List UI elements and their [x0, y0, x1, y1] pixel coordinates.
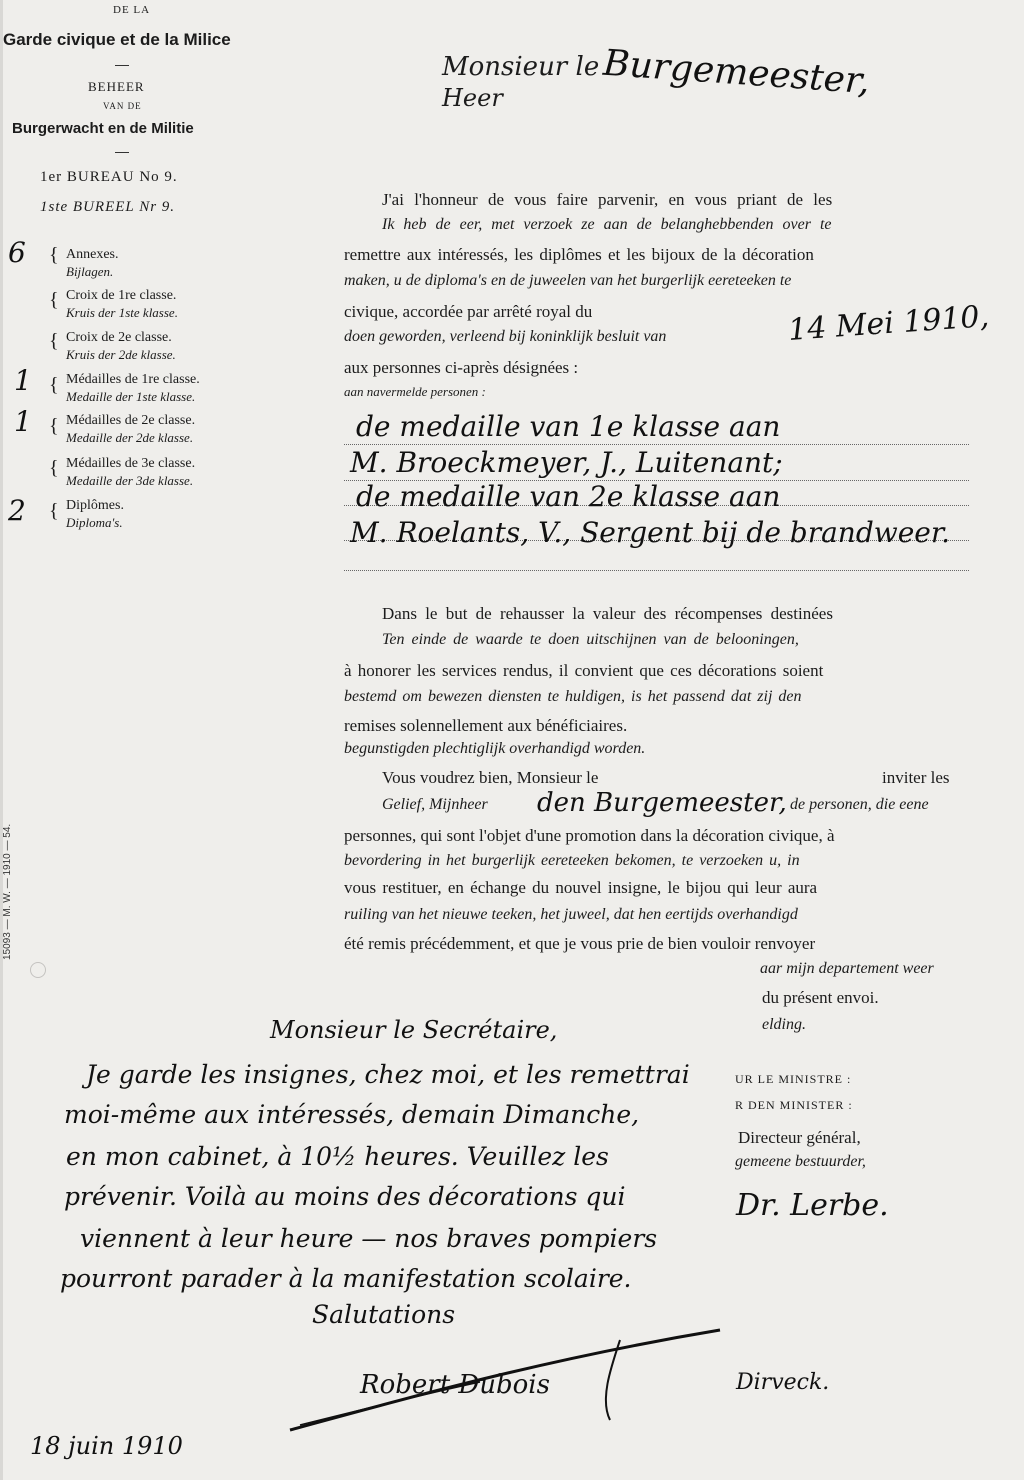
header-van-de: VAN DE: [103, 101, 142, 111]
note-line: prévenir. Voilà au moins des décorations qui: [64, 1182, 626, 1211]
annex-fr: Annexes.: [66, 247, 119, 262]
annex-fr: Diplômes.: [66, 498, 124, 513]
address-nl: Heer: [442, 84, 503, 112]
annex-count: 6: [8, 236, 26, 269]
annex-nl: Medaille der 1ste klasse.: [66, 389, 196, 404]
note-salutation: Monsieur le Secrétaire,: [270, 1016, 558, 1044]
note-date: 18 juin 1910: [30, 1432, 183, 1460]
divider: [115, 152, 129, 153]
signature-flourish: [280, 1320, 740, 1440]
dotted-line: [344, 570, 969, 571]
p1-line2-fr: remettre aux intéressés, les diplômes et les bijoux de la décoration: [344, 245, 814, 264]
p3-line5-nl-frag: elding.: [762, 1016, 806, 1033]
annex-nl: Kruis der 1ste klasse.: [66, 305, 178, 320]
p2-line3-fr: remises solennellement aux bénéficiaires.: [344, 716, 628, 735]
p3-line1-fr-a: Vous voudrez bien, Monsieur le: [382, 768, 599, 787]
brace: {: [49, 415, 59, 437]
p2-line1-nl: Ten einde de waarde te doen uitschijnen van de belooningen,: [382, 631, 799, 648]
brace: {: [49, 457, 59, 479]
hand-list-line: M. Roelants, V., Sergent bij de brandweer.: [350, 516, 951, 549]
header-de-la: DE LA: [113, 4, 151, 16]
annex-nl: Medaille der 2de klasse.: [66, 430, 194, 445]
p3-line1-nl-b: de personen, die eene: [790, 796, 929, 813]
note-line: moi-même aux intéressés, demain Dimanche,: [64, 1100, 640, 1129]
dotted-line: [344, 444, 969, 445]
p3-line4-nl-frag: aar mijn departement weer: [760, 960, 934, 977]
note-line: en mon cabinet, à 10½ heures. Veuillez les: [66, 1142, 609, 1171]
p1-line4-fr: aux personnes ci-après désignées :: [344, 358, 579, 377]
sig-block-nl: R DEN MINISTER :: [735, 1098, 853, 1112]
p1-line3-fr: civique, accordée par arrêté royal du: [344, 302, 593, 321]
header-nl-org: Burgerwacht en de Militie: [12, 120, 194, 137]
annex-fr: Croix de 2e classe.: [66, 330, 172, 345]
p3-line1-nl-a: Gelief, Mijnheer: [382, 796, 488, 813]
brace: {: [49, 330, 59, 352]
p1-line3-nl: doen geworden, verleend bij koninklijk besluit van: [344, 328, 667, 345]
hand-list-line: de medaille van 2e klasse aan: [356, 480, 781, 513]
sig-block-fr: UR LE MINISTRE :: [735, 1072, 852, 1086]
p3-line3-nl: ruiling van het nieuwe teeken, het juweel, dat hen eertijds overhandigd: [344, 906, 798, 923]
note-signature-tail: Dirveck.: [736, 1370, 830, 1395]
print-code: 15093 — M. W. — 1910 — 54.: [2, 823, 13, 960]
p1-line4-nl: aan navermelde personen :: [344, 384, 486, 399]
p3-line4-fr: été remis précédemment, et que je vous prie de bien vouloir renvoyer: [344, 934, 816, 953]
annex-count: 2: [8, 494, 26, 527]
annex-count: 1: [14, 364, 32, 397]
header-fr-org: Garde civique et de la Milice: [3, 30, 231, 49]
p2-line1-fr: Dans le but de rehausser la valeur des récompenses destinées: [382, 604, 833, 623]
annex-nl: Kruis der 2de klasse.: [66, 347, 176, 362]
p2-line3-nl: begunstigden plechtiglijk overhandigd worden.: [344, 740, 646, 757]
note-signature: Robert Dubois: [360, 1370, 550, 1400]
p2-line2-fr: à honorer les services rendus, il convient que ces décorations soient: [344, 661, 824, 680]
annex-nl: Bijlagen.: [66, 264, 114, 279]
note-line: viennent à leur heure — nos braves pompiers: [80, 1224, 658, 1253]
hand-list-line: M. Broeckmeyer, J., Luitenant;: [350, 446, 783, 479]
p3-line3-fr: vous restituer, en échange du nouvel insigne, le bijou qui leur aura: [344, 878, 818, 897]
bureau-nl: 1ste BUREEL Nr 9.: [40, 199, 176, 215]
page-edge-line: [0, 0, 3, 1480]
hand-list-line: de medaille van 1e klasse aan: [356, 410, 781, 443]
sig-title-nl: gemeene bestuurder,: [735, 1153, 866, 1170]
p1-line1-nl: Ik heb de eer, met verzoek ze aan de belanghebbenden over te: [382, 216, 832, 233]
date-handwritten: 14 Mei 1910,: [787, 299, 991, 348]
p2-line2-nl: bestemd om bewezen diensten te huldigen, is het passend dat zij den: [344, 688, 802, 705]
annex-nl: Medaille der 3de klasse.: [66, 473, 194, 488]
note-closing: Salutations: [312, 1300, 456, 1329]
p3-line5-fr-frag: du présent envoi.: [762, 988, 879, 1007]
header-beheer: BEHEER: [88, 79, 145, 94]
annex-count: 1: [14, 405, 32, 438]
divider: [115, 65, 129, 66]
annex-fr: Médailles de 2e classe.: [66, 413, 196, 428]
bureau-fr: 1er BUREAU No 9.: [40, 169, 178, 185]
address-handwritten: Burgemeester,: [601, 42, 871, 103]
p3-line1-fr-b: inviter les: [882, 768, 950, 787]
sig-title-fr: Directeur général,: [738, 1128, 861, 1147]
p3-handwritten: den Burgemeester,: [537, 788, 787, 818]
p1-line2-nl: maken, u de diploma's en de juweelen van het burgerlijk eereteeken te: [344, 272, 792, 289]
brace: {: [49, 500, 59, 522]
note-line: pourront parader à la manifestation scolaire.: [60, 1264, 632, 1293]
annex-nl: Diploma's.: [66, 515, 123, 530]
p3-line2-fr: personnes, qui sont l'objet d'une promotion dans la décoration civique, à: [344, 826, 835, 845]
brace: {: [49, 374, 59, 396]
p3-line2-nl: bevordering in het burgerlijk eereteeken bekomen, te verzoeken u, in: [344, 852, 800, 869]
brace: {: [49, 289, 59, 311]
address-fr: Monsieur le: [442, 52, 600, 82]
punch-hole: [30, 962, 46, 978]
annex-fr: Médailles de 3e classe.: [66, 456, 196, 471]
annex-fr: Croix de 1re classe.: [66, 288, 177, 303]
brace: {: [49, 244, 59, 266]
annex-fr: Médailles de 1re classe.: [66, 372, 200, 387]
ministry-signature: Dr. Lerbe.: [736, 1188, 889, 1223]
note-line: Je garde les insignes, chez moi, et les remettrai: [86, 1060, 690, 1089]
p1-line1-fr: J'ai l'honneur de vous faire parvenir, en vous priant de les: [382, 190, 833, 209]
